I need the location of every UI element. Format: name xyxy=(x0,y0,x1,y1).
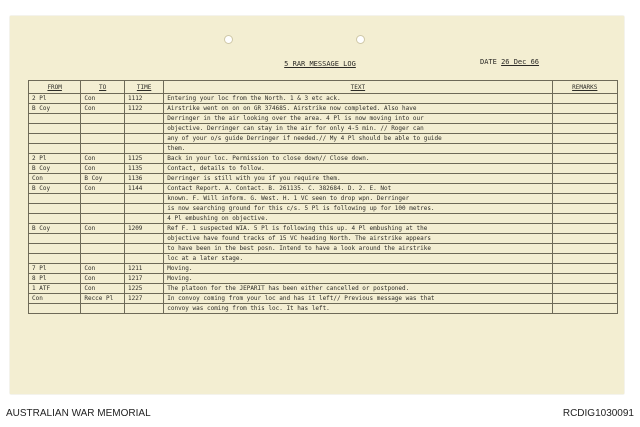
cell-to xyxy=(81,234,125,244)
cell-time: 1135 xyxy=(124,164,163,174)
cell-time: 1125 xyxy=(124,154,163,164)
cell-from xyxy=(29,304,81,314)
cell-from xyxy=(29,114,81,124)
cell-to: Con xyxy=(81,274,125,284)
cell-text: The platoon for the JEPARIT has been either cancelled or postponed. xyxy=(164,284,552,294)
cell-from xyxy=(29,214,81,224)
table-row xyxy=(29,304,618,314)
cell-to: Recce Pl xyxy=(81,294,125,304)
table-row xyxy=(29,284,618,294)
cell-remarks xyxy=(552,134,617,144)
cell-text: any of your o/s guide Derringer if needed.// My 4 Pl should be able to guide xyxy=(164,134,552,144)
cell-text: Ref F. 1 suspected WIA. 5 Pl is following this up. 4 Pl embushing at the xyxy=(164,224,552,234)
cell-to: Con xyxy=(81,284,125,294)
cell-to xyxy=(81,124,125,134)
table-row xyxy=(29,154,618,164)
date-value: 26 Dec 66 xyxy=(501,58,540,66)
table-row xyxy=(29,124,618,134)
table-row xyxy=(29,104,618,114)
cell-to: B Coy xyxy=(81,174,125,184)
cell-text: Moving. xyxy=(164,264,552,274)
cell-remarks xyxy=(552,194,617,204)
table-row xyxy=(29,94,618,104)
cell-from: 2 Pl xyxy=(29,154,81,164)
footer-record-id: RCDIG1030091 xyxy=(562,408,634,419)
table-row xyxy=(29,294,618,304)
cell-text: Contact Report. A. Contact. B. 261135. C. 382684. D. 2. E. Not xyxy=(164,184,552,194)
cell-time: 1225 xyxy=(124,284,163,294)
cell-to: Con xyxy=(81,224,125,234)
cell-text: 4 Pl embushing on objective. xyxy=(164,214,552,224)
cell-text: is now searching ground for this c/s. 5 Pl is following up for 100 metres. xyxy=(164,204,552,214)
cell-remarks xyxy=(552,114,617,124)
table-row xyxy=(29,134,618,144)
cell-to xyxy=(81,304,125,314)
cell-from: 1 ATF xyxy=(29,284,81,294)
cell-remarks xyxy=(552,294,617,304)
cell-from: 7 Pl xyxy=(29,264,81,274)
cell-time xyxy=(124,114,163,124)
cell-from: Con xyxy=(29,174,81,184)
cell-text: Back in your loc. Permission to close down// Close down. xyxy=(164,154,552,164)
date-label: DATE xyxy=(480,58,497,66)
cell-time: 1144 xyxy=(124,184,163,194)
table-row xyxy=(29,234,618,244)
table-row xyxy=(29,164,618,174)
cell-time: 1227 xyxy=(124,294,163,304)
cell-to: Con xyxy=(81,104,125,114)
header-to: TO xyxy=(81,81,125,94)
punch-hole xyxy=(224,35,233,44)
cell-to: Con xyxy=(81,184,125,194)
cell-from: 2 Pl xyxy=(29,94,81,104)
cell-text: to have been in the best posn. Intend to have a look around the airstrike xyxy=(164,244,552,254)
cell-from xyxy=(29,124,81,134)
log-date xyxy=(480,58,539,66)
cell-from: B Coy xyxy=(29,104,81,114)
cell-text: Entering your loc from the North. 1 & 3 etc ack. xyxy=(164,94,552,104)
cell-to xyxy=(81,144,125,154)
cell-from: Con xyxy=(29,294,81,304)
cell-text: Contact, details to follow. xyxy=(164,164,552,174)
cell-remarks xyxy=(552,124,617,134)
cell-to xyxy=(81,214,125,224)
cell-time xyxy=(124,144,163,154)
message-log-table xyxy=(28,80,618,314)
cell-from xyxy=(29,234,81,244)
cell-remarks xyxy=(552,204,617,214)
cell-text: In convoy coming from your loc and has it left// Previous message was that xyxy=(164,294,552,304)
cell-from xyxy=(29,244,81,254)
log-title: 5 RAR MESSAGE LOG xyxy=(284,60,356,68)
cell-text: Airstrike went on on on GR 374685. Airstrike now completed. Also have xyxy=(164,104,552,114)
cell-remarks xyxy=(552,144,617,154)
cell-time xyxy=(124,134,163,144)
table-row xyxy=(29,144,618,154)
cell-time xyxy=(124,304,163,314)
cell-time xyxy=(124,234,163,244)
cell-remarks xyxy=(552,94,617,104)
cell-time xyxy=(124,194,163,204)
table-row xyxy=(29,274,618,284)
cell-time: 1122 xyxy=(124,104,163,114)
table-row xyxy=(29,264,618,274)
cell-text: Moving. xyxy=(164,274,552,284)
cell-time xyxy=(124,214,163,224)
cell-from: B Coy xyxy=(29,224,81,234)
header-text: TEXT xyxy=(164,81,552,94)
table-row xyxy=(29,254,618,264)
cell-remarks xyxy=(552,264,617,274)
cell-remarks xyxy=(552,304,617,314)
table-row xyxy=(29,114,618,124)
punch-hole xyxy=(356,35,365,44)
cell-to xyxy=(81,194,125,204)
table-row xyxy=(29,244,618,254)
cell-from xyxy=(29,144,81,154)
header-row xyxy=(29,81,618,94)
cell-time: 1217 xyxy=(124,274,163,284)
cell-remarks xyxy=(552,244,617,254)
cell-time xyxy=(124,254,163,264)
cell-to: Con xyxy=(81,154,125,164)
cell-time: 1112 xyxy=(124,94,163,104)
cell-to: Con xyxy=(81,164,125,174)
cell-remarks xyxy=(552,284,617,294)
cell-to xyxy=(81,134,125,144)
cell-text: objective have found tracks of 15 VC heading North. The airstrike appears xyxy=(164,234,552,244)
cell-from xyxy=(29,204,81,214)
cell-text: objective. Derringer can stay in the air for only 4-5 min. // Roger can xyxy=(164,124,552,134)
cell-from: 8 Pl xyxy=(29,274,81,284)
cell-to xyxy=(81,254,125,264)
table-row xyxy=(29,174,618,184)
cell-from: B Coy xyxy=(29,164,81,174)
footer-institution: AUSTRALIAN WAR MEMORIAL xyxy=(6,408,151,419)
cell-remarks xyxy=(552,274,617,284)
cell-text: known. F. Will inform. G. West. H. 1 VC seen to drop wpn. Derringer xyxy=(164,194,552,204)
cell-text: loc at a later stage. xyxy=(164,254,552,264)
cell-to: Con xyxy=(81,264,125,274)
cell-from xyxy=(29,254,81,264)
cell-time: 1211 xyxy=(124,264,163,274)
table-row xyxy=(29,204,618,214)
cell-time xyxy=(124,124,163,134)
cell-to: Con xyxy=(81,94,125,104)
cell-remarks xyxy=(552,234,617,244)
log-body xyxy=(29,94,618,314)
cell-time xyxy=(124,244,163,254)
cell-time: 1136 xyxy=(124,174,163,184)
cell-remarks xyxy=(552,184,617,194)
cell-time xyxy=(124,204,163,214)
cell-remarks xyxy=(552,104,617,114)
cell-text: Derringer in the air looking over the area. 4 Pl is now moving into our xyxy=(164,114,552,124)
cell-from: B Coy xyxy=(29,184,81,194)
cell-from xyxy=(29,194,81,204)
cell-remarks xyxy=(552,214,617,224)
cell-text: convoy was coming from this loc. It has left. xyxy=(164,304,552,314)
header-time: TIME xyxy=(124,81,163,94)
cell-remarks xyxy=(552,224,617,234)
cell-remarks xyxy=(552,254,617,264)
cell-text: them. xyxy=(164,144,552,154)
cell-remarks xyxy=(552,154,617,164)
cell-from xyxy=(29,134,81,144)
header-from: FROM xyxy=(29,81,81,94)
cell-to xyxy=(81,244,125,254)
table-row xyxy=(29,214,618,224)
cell-remarks xyxy=(552,174,617,184)
cell-remarks xyxy=(552,164,617,174)
cell-text: Derringer is still with you if you require them. xyxy=(164,174,552,184)
cell-to xyxy=(81,204,125,214)
header-remarks: REMARKS xyxy=(552,81,617,94)
table-row xyxy=(29,194,618,204)
cell-to xyxy=(81,114,125,124)
table-row xyxy=(29,184,618,194)
table-row xyxy=(29,224,618,234)
cell-time: 1209 xyxy=(124,224,163,234)
